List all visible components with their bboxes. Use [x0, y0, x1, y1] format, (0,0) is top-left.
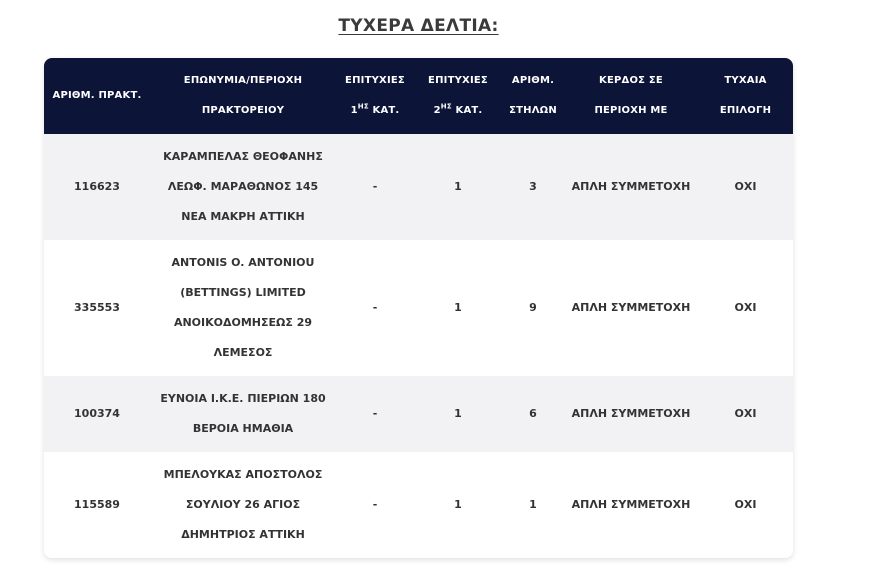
cell-second-category: 1: [454, 301, 462, 314]
cell-agent-name-line: ΛΕΜΕΣΟΣ: [213, 346, 273, 359]
cell-second-category: 1: [454, 407, 462, 420]
cell-agent-name-line: ΒΕΡΟΙΑ ΗΜΑΘΙΑ: [192, 422, 294, 435]
page-title: ΤΥΧΕΡΑ ΔΕΛΤΙΑ:: [338, 16, 499, 36]
cell-agent-number: 115589: [74, 498, 120, 511]
table-body: [44, 134, 793, 558]
col-first-category-suffix: ΚΑΤ.: [368, 105, 400, 116]
cell-agent-number: 100374: [74, 407, 120, 420]
cell-agent-name-line: ΛΕΩΦ. ΜΑΡΑΘΩΝΟΣ 145: [167, 180, 319, 193]
cell-second-category: 1: [454, 498, 462, 511]
col-gain-line2: ΠΕΡΙΟΧΗ ΜΕ: [594, 105, 668, 116]
col-agent-number: [44, 58, 150, 134]
cell-first-category: -: [372, 498, 378, 511]
winning-tickets-table-card: [44, 58, 793, 558]
col-second-category-line2: [416, 96, 500, 126]
cell-columns-count: 6: [529, 407, 537, 420]
col-agent-name-line1: ΕΠΩΝΥΜΙΑ/ΠΕΡΙΟΧΗ: [183, 75, 303, 86]
col-random-pick: [698, 58, 793, 134]
table-row: [44, 376, 793, 452]
col-second-category-sup: ΗΣ: [440, 102, 452, 111]
table-row: [44, 134, 793, 240]
cell-gain: ΑΠΛΗ ΣΥΜΜΕΤΟΧΗ: [571, 301, 691, 314]
cell-gain: ΑΠΛΗ ΣΥΜΜΕΤΟΧΗ: [571, 180, 691, 193]
cell-first-category: -: [372, 301, 378, 314]
cell-agent-name-line: ΚΑΡΑΜΠΕΛΑΣ ΘΕΟΦΑΝΗΣ: [163, 150, 323, 163]
col-gain: [564, 58, 698, 134]
cell-agent-name-line: ΣΟΥΛΙΟΥ 26 ΑΓΙΟΣ: [185, 498, 301, 511]
col-second-category: [414, 58, 502, 134]
cell-first-category: -: [372, 180, 378, 193]
cell-agent-name-line: ΜΠΕΛΟΥΚΑΣ ΑΠΟΣΤΟΛΟΣ: [163, 468, 323, 481]
cell-columns-count: 1: [529, 498, 537, 511]
cell-agent-name: [150, 240, 336, 376]
col-agent-name-line2: ΠΡΑΚΤΟΡΕΙΟΥ: [201, 105, 285, 116]
col-columns-count-line1: ΑΡΙΘΜ.: [511, 75, 555, 86]
cell-agent-name-line: ANTONIS O. ANTONIOU: [171, 256, 315, 269]
cell-random-pick: ΟΧΙ: [734, 180, 757, 193]
col-first-category-sup: ΗΣ: [357, 102, 369, 111]
col-first-category: [336, 58, 414, 134]
cell-agent-number: 116623: [74, 180, 120, 193]
table-header: [44, 58, 793, 134]
col-first-category-line1: ΕΠΙΤΥΧΙΕΣ: [345, 75, 405, 86]
col-first-category-num: 1: [350, 105, 358, 116]
col-agent-number-label: ΑΡΙΘΜ. ΠΡΑΚΤ.: [52, 90, 142, 101]
cell-random-pick: ΟΧΙ: [734, 498, 757, 511]
cell-agent-name-line: ΕΥΝΟΙΑ Ι.Κ.Ε. ΠΙΕΡΙΩΝ 180: [160, 392, 326, 405]
table-row: [44, 240, 793, 376]
cell-columns-count: 9: [529, 301, 537, 314]
cell-columns-count: 3: [529, 180, 537, 193]
cell-agent-name-line: (BETTINGS) LIMITED: [180, 286, 306, 299]
col-second-category-line1: ΕΠΙΤΥΧΙΕΣ: [428, 75, 488, 86]
col-second-category-num: 2: [433, 105, 441, 116]
col-gain-line1: ΚΕΡΔΟΣ ΣΕ: [599, 75, 663, 86]
cell-second-category: 1: [454, 180, 462, 193]
cell-agent-name-line: ΝΕΑ ΜΑΚΡΗ ΑΤΤΙΚΗ: [181, 210, 305, 223]
cell-agent-name-line: ΑΝΟΙΚΟΔΟΜΗΣΕΩΣ 29: [173, 316, 313, 329]
col-agent-name: [150, 58, 336, 134]
col-random-pick-line2: ΕΠΙΛΟΓΗ: [719, 105, 772, 116]
col-columns-count-line2: ΣΤΗΛΩΝ: [509, 105, 557, 116]
cell-agent-name: [150, 452, 336, 558]
header-row: [44, 58, 793, 134]
cell-random-pick: ΟΧΙ: [734, 301, 757, 314]
cell-agent-name-line: ΔΗΜΗΤΡΙΟΣ ΑΤΤΙΚΗ: [181, 528, 305, 541]
col-first-category-line2: [338, 96, 412, 126]
cell-agent-number: 335553: [74, 301, 120, 314]
cell-gain: ΑΠΛΗ ΣΥΜΜΕΤΟΧΗ: [571, 407, 691, 420]
cell-gain: ΑΠΛΗ ΣΥΜΜΕΤΟΧΗ: [571, 498, 691, 511]
cell-agent-name: [150, 376, 336, 452]
cell-first-category: -: [372, 407, 378, 420]
col-columns-count: [502, 58, 564, 134]
cell-random-pick: ΟΧΙ: [734, 407, 757, 420]
cell-agent-name: [150, 134, 336, 240]
col-random-pick-line1: ΤΥΧΑΙΑ: [724, 75, 767, 86]
table-row: [44, 452, 793, 558]
col-second-category-suffix: ΚΑΤ.: [451, 105, 483, 116]
winning-tickets-table: [44, 58, 793, 558]
